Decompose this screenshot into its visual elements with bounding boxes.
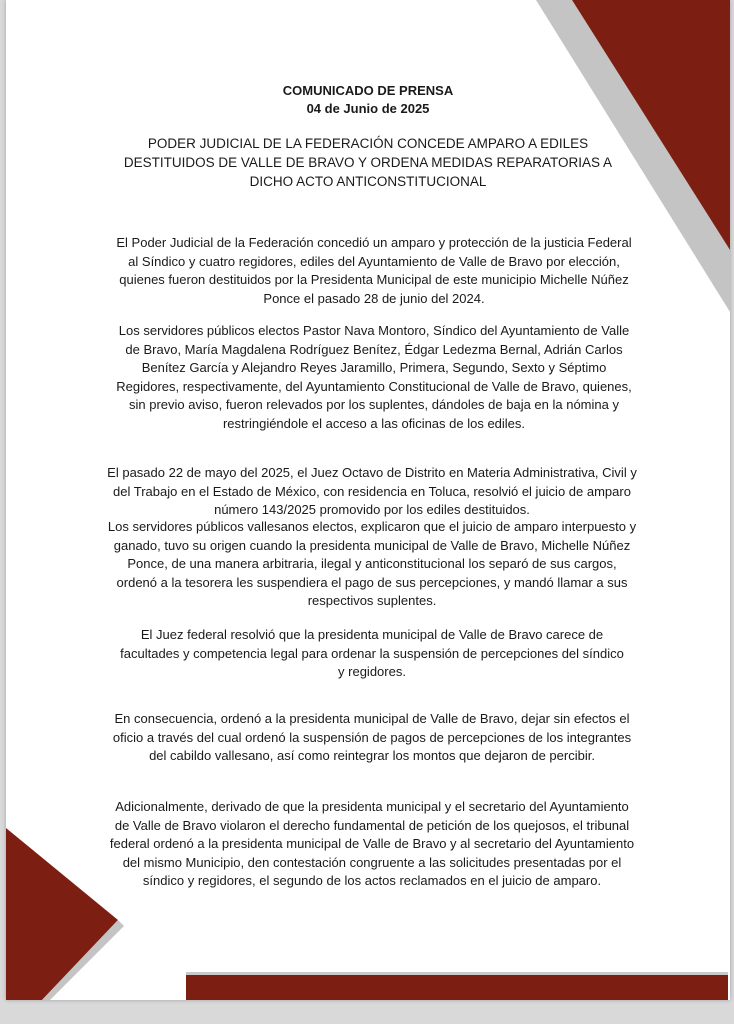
paragraph-2: Los servidores públicos electos Pastor Nava Montoro, Síndico del Ayuntamiento de Valle de Bravo, María Magdalena Rodríguez Benítez, Édgar Ledezma Bernal, Adrián Carlos Benítez García y Alejandro Reyes Jaramillo, Primera, Segundo, Sexto y Séptimo Regidores, respectivamente, del Ayuntamiento Constitucional de Valle de Bravo, quienes, sin previo aviso, fueron relevados por los suplentes, dándoles de baja en la nómina y restringiéndole el acceso a las oficinas de los ediles. bbox=[116, 323, 632, 431]
paragraph-7: Adicionalmente, derivado de que la presidenta municipal y el secretario del Ayuntamiento de Valle de Bravo violaron el derecho fundamental de petición de los quejosos, el tribunal federal ordenó a la presidenta municipal de Valle de Bravo y al secretario del Ayuntamiento del mismo Municipio, den contestación congruente a las solicitudes presentadas por el síndico y regidores, el segundo de los actos reclamados en el juicio de amparo. bbox=[109, 799, 635, 888]
paragraph-3: El pasado 22 de mayo del 2025, el Juez Octavo de Distrito en Materia Administrativa, Civil y del Trabajo en el Estado de México, con residencia en Toluca, resolvió el juicio de amparo número 143/2025 promovido por los ediles destituidos. bbox=[107, 465, 637, 517]
document-date: 04 de Junio de 2025 bbox=[306, 101, 430, 116]
paragraph-6: En consecuencia, ordenó a la presidenta municipal de Valle de Bravo, dejar sin efectos el oficio a través del cual ordenó la suspensión de pagos de percepciones de los integrantes del cabildo vallesano, así como reintegrar los montos que dejaron de percibir. bbox=[112, 711, 632, 763]
headline: PODER JUDICIAL DE LA FEDERACIÓN CONCEDE AMPARO A EDILES DESTITUIDOS DE VALLE DE BRAVO Y ORDENA MEDIDAS REPARATORIAS A DICHO ACTO ANTICONSTITUCIONAL bbox=[123, 136, 613, 189]
document-label: COMUNICADO DE PRENSA bbox=[282, 83, 454, 98]
paragraph-4: Los servidores públicos vallesanos electos, explicaron que el juicio de amparo interpuesto y ganado, tuvo su origen cuando la presidenta municipal de Valle de Bravo, Michelle Núñez Ponce, de una manera arbitraria, ilegal y anticonstitucional los separó de sus cargos, ordenó a la tesorera les suspendiera el pago de sus percepciones, y mandó llamar a sus respectivos suplentes. bbox=[107, 519, 637, 608]
bottom-red-bar bbox=[186, 972, 728, 1000]
paragraph-1: El Poder Judicial de la Federación concedió un amparo y protección de la justicia Federal al Síndico y cuatro regidores, ediles del Ayuntamiento de Valle de Bravo por elección, quienes fueron destituidos por la Presidenta Municipal de este municipio Michelle Núñez Ponce el pasado 28 de junio del 2024. bbox=[116, 235, 632, 306]
document-page bbox=[6, 0, 730, 1000]
bottom-left-red-triangle bbox=[6, 828, 118, 1000]
paragraph-5: El Juez federal resolvió que la presidenta municipal de Valle de Bravo carece de facultades y competencia legal para ordenar la suspensión de percepciones del síndico y regidores. bbox=[120, 627, 624, 679]
